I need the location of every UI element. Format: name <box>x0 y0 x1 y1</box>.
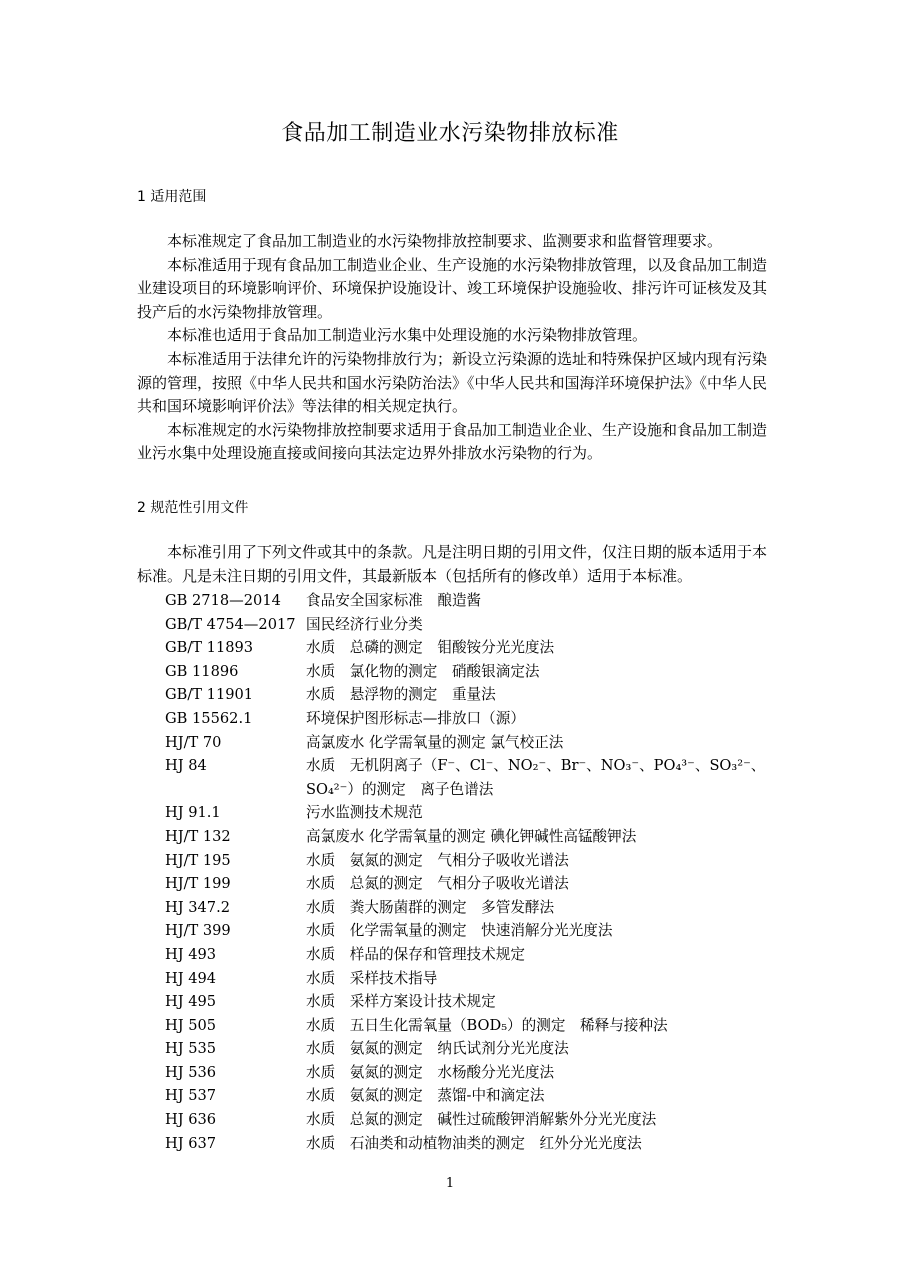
reference-title: 水质 氨氮的测定 水杨酸分光光度法 <box>306 1063 555 1081</box>
reference-title: 水质 总磷的测定 钼酸铵分光光度法 <box>306 639 555 657</box>
reference-code: HJ 636 <box>165 1111 217 1129</box>
reference-code: HJ 535 <box>165 1040 217 1058</box>
reference-item <box>165 849 776 873</box>
reference-title: 水质 总氮的测定 气相分子吸收光谱法 <box>306 875 569 893</box>
reference-code: GB/T 4754—2017 <box>165 615 296 633</box>
reference-code: HJ 495 <box>165 993 217 1011</box>
reference-item <box>165 896 776 920</box>
reference-item <box>165 1014 776 1038</box>
reference-code: HJ 536 <box>165 1063 217 1081</box>
reference-code: HJ 84 <box>165 757 207 775</box>
section-2-heading: 2 规范性引用文件 <box>137 500 249 516</box>
reference-title: 污水监测技术规范 <box>306 804 423 822</box>
reference-item <box>165 754 776 801</box>
section-1-body <box>137 230 767 466</box>
reference-item <box>165 919 776 943</box>
reference-title: 水质 样品的保存和管理技术规定 <box>306 945 525 963</box>
section-2-body <box>137 541 767 588</box>
reference-code: HJ/T 199 <box>165 875 231 893</box>
reference-title: 水质 无机阴离子（F⁻、Cl⁻、NO₂⁻、Br⁻、NO₃⁻、PO₄³⁻、SO₃²⁻、SO₄²⁻）的测定 离子色谱法 <box>306 757 766 798</box>
reference-title: 高氯废水 化学需氧量的测定 氯气校正法 <box>306 733 564 751</box>
reference-code: HJ 347.2 <box>165 898 230 916</box>
reference-item <box>165 825 776 849</box>
page-number: 1 <box>445 1176 455 1191</box>
section-1-paragraph: 本标准适用于现有食品加工制造业企业、生产设施的水污染物排放管理，以及食品加工制造业建设项目的环境影响评价、环境保护设施设计、竣工环境保护设施验收、排污许可证核发及其投产后的水污染物排放管理。 <box>137 255 768 321</box>
reference-item <box>165 1084 776 1108</box>
reference-title: 水质 采样方案设计技术规定 <box>306 993 496 1011</box>
reference-title: 水质 悬浮物的测定 重量法 <box>306 686 496 704</box>
reference-code: GB/T 11901 <box>165 686 254 704</box>
reference-item <box>165 801 776 825</box>
reference-code: HJ/T 132 <box>165 827 231 845</box>
reference-code: HJ 493 <box>165 945 217 963</box>
reference-title: 水质 化学需氧量的测定 快速消解分光光度法 <box>306 922 613 940</box>
reference-title: 国民经济行业分类 <box>306 615 423 633</box>
reference-code: GB/T 11893 <box>165 639 254 657</box>
reference-item <box>165 872 776 896</box>
reference-title: 水质 采样技术指导 <box>306 969 438 987</box>
reference-code: GB 2718—2014 <box>165 592 281 609</box>
section-1-paragraph: 本标准规定了食品加工制造业的水污染物排放控制要求、监测要求和监督管理要求。 <box>167 232 723 250</box>
reference-item <box>165 967 776 991</box>
reference-code: HJ 494 <box>165 969 217 987</box>
reference-item <box>165 1061 776 1085</box>
reference-item <box>165 731 776 755</box>
reference-title: 水质 氨氮的测定 气相分子吸收光谱法 <box>306 851 569 869</box>
reference-item <box>165 636 776 660</box>
section-1-heading: 1 适用范围 <box>137 189 207 205</box>
reference-title: 食品安全国家标准 酿造酱 <box>306 592 482 609</box>
reference-item <box>165 589 776 613</box>
reference-title: 水质 粪大肠菌群的测定 多管发酵法 <box>306 898 555 916</box>
reference-item <box>165 1132 776 1156</box>
reference-code: HJ/T 70 <box>165 733 222 751</box>
section-2-paragraph: 本标准引用了下列文件或其中的条款。凡是注明日期的引用文件，仅注日期的版本适用于本标准。凡是未注日期的引用文件，其最新版本（包括所有的修改单）适用于本标准。 <box>137 543 768 585</box>
reference-title: 水质 氨氮的测定 蒸馏-中和滴定法 <box>306 1087 545 1105</box>
reference-item <box>165 707 776 731</box>
reference-item <box>165 1037 776 1061</box>
reference-item <box>165 660 776 684</box>
reference-title: 水质 石油类和动植物油类的测定 红外分光光度法 <box>306 1134 642 1152</box>
reference-item <box>165 683 776 707</box>
reference-title: 环境保护图形标志—排放口（源） <box>306 709 525 727</box>
document-title: 食品加工制造业水污染物排放标准 <box>281 121 619 146</box>
reference-item <box>165 613 776 637</box>
reference-list <box>165 589 776 1155</box>
reference-code: GB 15562.1 <box>165 709 253 727</box>
reference-code: HJ 637 <box>165 1134 217 1152</box>
reference-code: HJ 91.1 <box>165 804 221 822</box>
section-1-paragraph: 本标准也适用于食品加工制造业污水集中处理设施的水污染物排放管理。 <box>167 326 648 345</box>
reference-item <box>165 943 776 967</box>
reference-title: 水质 氨氮的测定 纳氏试剂分光光度法 <box>306 1040 569 1058</box>
section-1-paragraph: 本标准规定的水污染物排放控制要求适用于食品加工制造业企业、生产设施和食品加工制造业污水集中处理设施直接或间接向其法定边界外排放水污染物的行为。 <box>137 420 768 463</box>
reference-title: 水质 五日生化需氧量（BOD₅）的测定 稀释与接种法 <box>306 1016 668 1034</box>
reference-code: GB 11896 <box>165 662 239 680</box>
reference-code: HJ 505 <box>165 1016 217 1034</box>
reference-code: HJ/T 399 <box>165 922 231 940</box>
reference-item <box>165 1108 776 1132</box>
reference-title: 高氯废水 化学需氧量的测定 碘化钾碱性高锰酸钾法 <box>306 827 637 845</box>
section-1-paragraph: 本标准适用于法律允许的污染物排放行为；新设立污染源的选址和特殊保护区域内现有污染源的管理，按照《中华人民共和国水污染防治法》《中华人民共和国海洋环境保护法》《中华人民共和国环境影响评价法》等法律的相关规定执行。 <box>137 349 768 416</box>
reference-item <box>165 990 776 1014</box>
reference-code: HJ/T 195 <box>165 851 231 869</box>
reference-title: 水质 总氮的测定 碱性过硫酸钾消解紫外分光光度法 <box>306 1111 657 1129</box>
reference-title: 水质 氯化物的测定 硝酸银滴定法 <box>306 662 540 680</box>
reference-code: HJ 537 <box>165 1087 217 1105</box>
